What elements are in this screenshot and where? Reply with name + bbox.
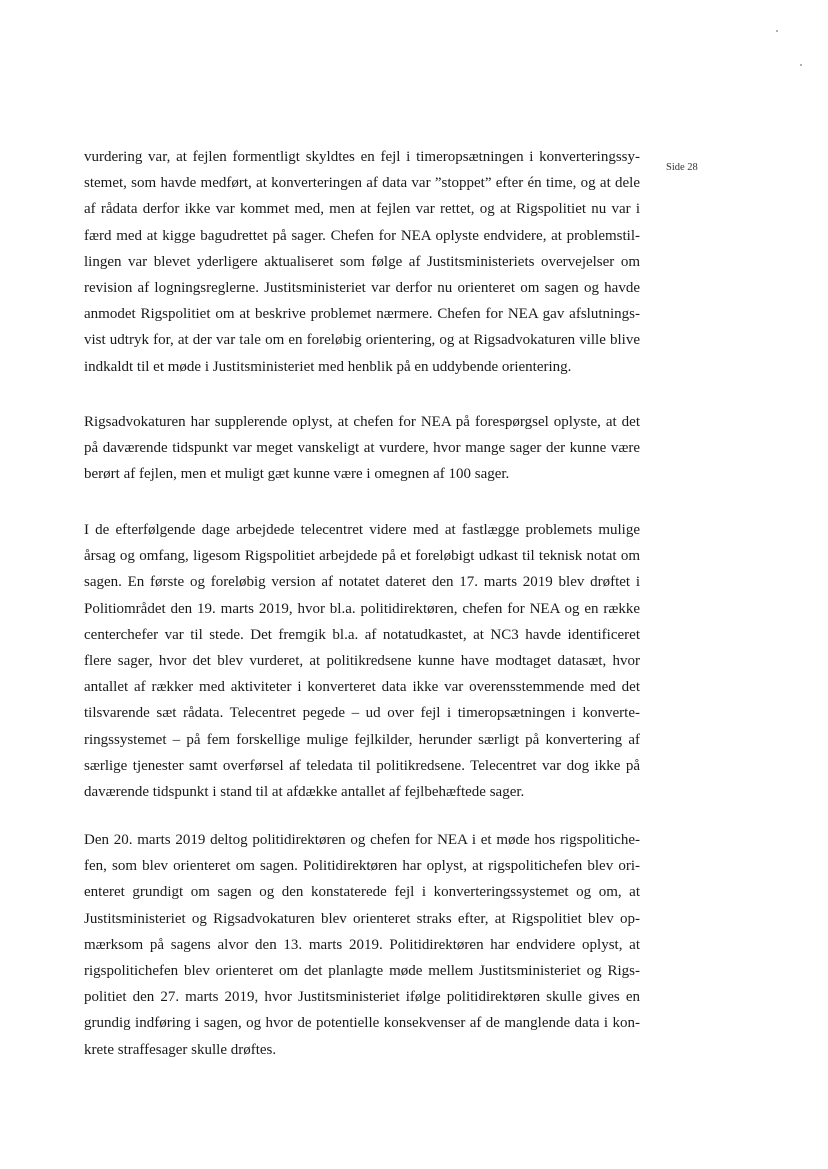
text-line: revision af logningsreglerne. Justitsministeriet var derfor nu orienteret om sagen og havde (84, 280, 640, 297)
text-line: rigspolitichefen blev orienteret om det planlagte møde mellem Justitsministeriet og Rigs- (84, 963, 640, 980)
text-line: vist udtryk for, at der var tale om en foreløbig orientering, og at Rigsadvokaturen ville blive (84, 332, 640, 349)
text-line: daværende tidspunkt i stand til at afdække antallet af fejlbehæftede sager. (84, 784, 525, 801)
text-line: indkaldt til et møde i Justitsministeriet med henblik på en uddybende orientering. (84, 358, 572, 375)
scan-speck (800, 64, 802, 66)
text-line: særlige tjenester samt overførsel af teledata til politikredsene. Telecentret var dog ikke på (84, 757, 640, 774)
text-line: færd med at kigge bagudrettet på sager. Chefen for NEA oplyste endvidere, at problemstil- (84, 227, 640, 244)
paragraph-4 (84, 827, 640, 1063)
text-line: anmodet Rigspolitiet om at beskrive problemet nærmere. Chefen for NEA gav afslutnings- (84, 306, 640, 323)
text-line: I de efterfølgende dage arbejdede telecentret videre med at fastlægge problemets mulige (84, 522, 640, 538)
text-line: af rådata derfor ikke var kommet med, men at fejlen var rettet, og at Rigspolitiet nu var i (84, 201, 640, 218)
text-line: Politiområdet den 19. marts 2019, hvor bl.a. politidirektøren, chefen for NEA og en række (84, 600, 640, 617)
text-line: antallet af rækker med aktiviteter i konverteret data ikke var overensstemmende med det (84, 679, 640, 696)
text-line: stemet, som havde medført, at konverteringen af data var ”stoppet” efter én time, og at dele (84, 175, 640, 192)
text-line: på daværende tidspunkt var meget vanskeligt at vurdere, hvor mange sager der kunne være (84, 440, 640, 457)
text-line: fen, som blev orienteret om sagen. Politidirektøren har oplyst, at rigspolitichefen blev ori- (84, 858, 640, 875)
text-line: tilsvarende sæt rådata. Telecentret pegede – ud over fejl i timeropsætningen i konverte- (84, 705, 640, 722)
text-line: ringssystemet – på fem forskellige mulige fejlkilder, herunder særligt på konvertering af (84, 731, 640, 748)
scan-speck (776, 30, 778, 32)
paragraph-1 (84, 144, 640, 380)
text-line: krete straffesager skulle drøftes. (84, 1041, 277, 1058)
paragraph-3 (84, 517, 640, 805)
text-line: berørt af fejlen, men et muligt gæt kunne være i omegnen af 100 sager. (84, 466, 510, 483)
text-line: centerchefer var til stede. Det fremgik bl.a. af notatudkastet, at NC3 havde identificeret (84, 626, 640, 643)
text-line: årsag og omfang, ligesom Rigspolitiet arbejdede på et foreløbigt udkast til teknisk notat om (84, 548, 640, 565)
text-line: Justitsministeriet og Rigsadvokaturen blev orienteret straks efter, at Rigspolitiet blev op- (84, 910, 640, 927)
text-line: Rigsadvokaturen har supplerende oplyst, at chefen for NEA på forespørgsel oplyste, at det (84, 414, 640, 430)
text-line: lingen var blevet yderligere aktualiseret som følge af Justitsministeriets overvejelser om (84, 253, 640, 270)
text-line: Den 20. marts 2019 deltog politidirektøren og chefen for NEA i et møde hos rigspolitiche- (84, 832, 640, 848)
text-line: grundig indføring i sagen, og hvor de potentielle konsekvenser af de manglende data i kon- (84, 1015, 640, 1032)
text-line: sagen. En første og foreløbig version af notatet dateret den 17. marts 2019 blev drøftet i (84, 574, 640, 591)
text-line: vurdering var, at fejlen formentligt skyldtes en fejl i timeropsætningen i konverteringssy- (84, 149, 640, 165)
text-line: flere sager, hvor det blev vurderet, at politikredsene kunne have modtaget datasæt, hvor (84, 653, 640, 670)
text-line: enteret grundigt om sagen og den konstaterede fejl i konverteringssystemet og om, at (84, 884, 640, 901)
paragraph-2 (84, 409, 640, 488)
text-line: mærksom på sagens alvor den 13. marts 2019. Politidirektøren har endvidere oplyst, at (84, 936, 640, 953)
page-number: Side 28 (666, 162, 698, 173)
text-line: politiet den 27. marts 2019, hvor Justitsministeriet ifølge politidirektøren skulle gives en (84, 989, 640, 1006)
